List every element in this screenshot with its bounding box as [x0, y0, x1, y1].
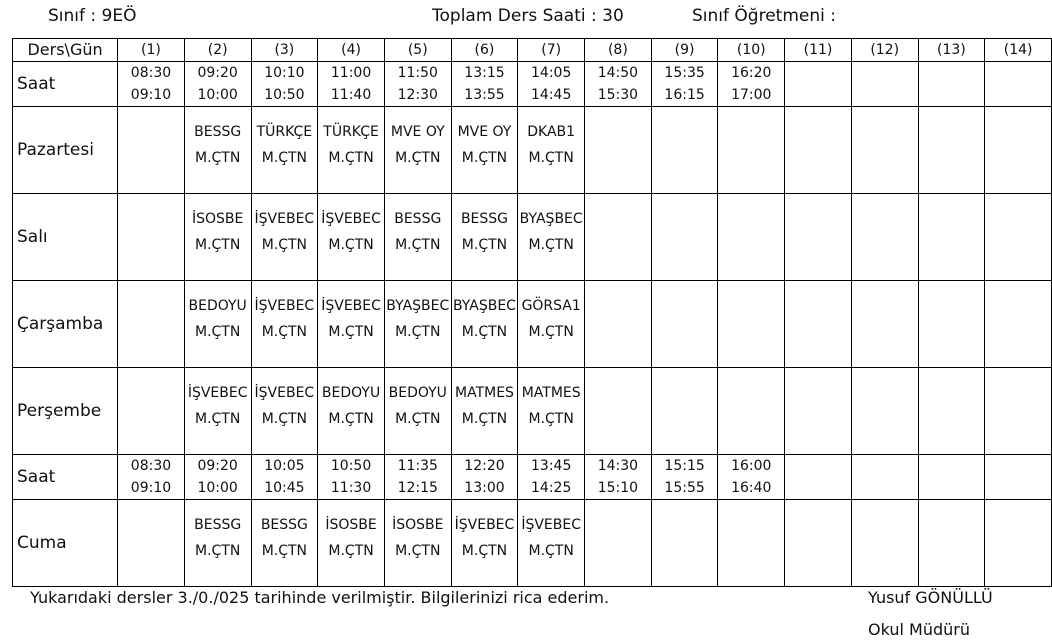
lesson-cell [651, 107, 718, 194]
teacher-code: M.ÇTN [328, 237, 374, 253]
teacher-code: M.ÇTN [261, 237, 308, 253]
lesson-cell [318, 107, 385, 194]
lesson-cell [851, 194, 918, 281]
lesson-cell [918, 281, 985, 368]
course-code: BESSG [194, 517, 242, 533]
teacher-code: M.ÇTN [328, 324, 374, 340]
start-time: 09:20 [197, 458, 238, 474]
lesson-cell [184, 500, 251, 587]
start-time: 09:20 [197, 65, 238, 81]
lesson-cell [518, 107, 585, 194]
teacher-code: M.ÇTN [395, 150, 441, 166]
course-code: İŞVEBEC [187, 385, 248, 401]
day-label: Çarşamba [13, 281, 118, 368]
teacher-code: M.ÇTN [528, 237, 574, 253]
lesson-cell [384, 194, 451, 281]
period-number: (14) [985, 39, 1052, 62]
time-cell [785, 455, 852, 500]
period-header-row [13, 39, 1052, 62]
start-time: 10:50 [330, 458, 372, 474]
day-row [13, 194, 1052, 281]
course-code: İŞVEBEC [454, 517, 515, 533]
time-cell [318, 455, 385, 500]
lesson-cell [451, 194, 518, 281]
lesson-cell [785, 368, 852, 455]
lesson-cell [118, 368, 185, 455]
lesson-cell [184, 194, 251, 281]
end-time: 13:55 [464, 87, 505, 103]
time-cell [118, 455, 185, 500]
lesson-cell [318, 500, 385, 587]
course-code: İSOSBE [325, 517, 377, 533]
teacher-code: M.ÇTN [461, 237, 508, 253]
end-time: 09:10 [130, 480, 172, 496]
lesson-cell [651, 500, 718, 587]
lesson-cell [451, 500, 518, 587]
lesson-cell [585, 281, 652, 368]
lesson-cell [718, 368, 785, 455]
time-cell [384, 455, 451, 500]
class-label: Sınıf : 9EÖ [48, 6, 137, 26]
lesson-cell [785, 500, 852, 587]
time-cell [718, 62, 785, 107]
end-time: 15:10 [597, 480, 639, 496]
course-code: İŞVEBEC [521, 517, 582, 533]
period-number: (8) [585, 39, 652, 62]
start-time: 10:10 [264, 65, 305, 81]
time-cell [251, 62, 318, 107]
period-number: (11) [785, 39, 852, 62]
lesson-cell [918, 194, 985, 281]
lesson-cell [851, 107, 918, 194]
time-cell [985, 455, 1052, 500]
time-cell [318, 62, 385, 107]
end-time: 09:10 [130, 87, 172, 103]
start-time: 16:20 [731, 65, 772, 81]
time-cell [118, 62, 185, 107]
time-cell [451, 62, 518, 107]
time-cell [384, 62, 451, 107]
lesson-cell [184, 281, 251, 368]
period-number: (3) [251, 39, 318, 62]
time-cell [651, 62, 718, 107]
lesson-cell [718, 194, 785, 281]
start-time: 14:30 [597, 458, 639, 474]
lesson-cell [985, 281, 1052, 368]
teacher-code: M.ÇTN [528, 150, 574, 166]
day-row [13, 500, 1052, 587]
time-cell [184, 455, 251, 500]
teacher-code: M.ÇTN [194, 543, 241, 559]
teacher-code: M.ÇTN [461, 543, 508, 559]
course-code: TÜRKÇE [256, 124, 313, 140]
course-code: BESSG [260, 517, 308, 533]
lesson-cell [718, 281, 785, 368]
lesson-cell [918, 107, 985, 194]
lesson-cell [985, 500, 1052, 587]
period-number: (1) [118, 39, 185, 62]
period-number: (12) [851, 39, 918, 62]
course-code: BEDOYU [321, 385, 381, 401]
teacher-code: M.ÇTN [528, 411, 574, 427]
course-code: BESSG [194, 124, 242, 140]
lesson-cell [651, 368, 718, 455]
start-time: 11:00 [330, 65, 372, 81]
time-cell [785, 62, 852, 107]
teacher-code: M.ÇTN [395, 324, 441, 340]
teacher-code: M.ÇTN [328, 150, 374, 166]
teacher-code: M.ÇTN [528, 543, 574, 559]
lesson-cell [651, 281, 718, 368]
day-row [13, 107, 1052, 194]
lesson-cell [585, 368, 652, 455]
end-time: 12:30 [397, 87, 438, 103]
lesson-cell [585, 500, 652, 587]
principal-name: Yusuf GÖNÜLLÜ [868, 588, 993, 607]
teacher-code: M.ÇTN [528, 324, 574, 340]
lesson-cell [985, 368, 1052, 455]
lesson-cell [184, 107, 251, 194]
end-time: 12:15 [397, 480, 438, 496]
period-number: (5) [384, 39, 451, 62]
lesson-cell [251, 500, 318, 587]
lesson-cell [851, 500, 918, 587]
course-code: BEDOYU [388, 385, 447, 401]
teacher-code: M.ÇTN [194, 411, 241, 427]
start-time: 14:05 [531, 65, 572, 81]
lesson-cell [118, 281, 185, 368]
lesson-cell [851, 281, 918, 368]
time-cell [518, 455, 585, 500]
day-label: Perşembe [13, 368, 118, 455]
time-cell [451, 455, 518, 500]
course-code: MATMES [455, 385, 514, 401]
course-code: İŞVEBEC [254, 211, 315, 227]
lesson-cell [384, 368, 451, 455]
lesson-cell [318, 368, 385, 455]
day-label: Cuma [13, 500, 118, 587]
footer-note: Yukarıdaki dersler 3./0./025 tarihinde verilmiştir. Bilgilerinizi rica ederim. [30, 588, 610, 607]
teacher-code: M.ÇTN [328, 543, 374, 559]
teacher-code: M.ÇTN [461, 150, 508, 166]
start-time: 13:15 [464, 65, 505, 81]
end-time: 14:45 [531, 87, 572, 103]
lesson-cell [918, 368, 985, 455]
teacher-code: M.ÇTN [261, 543, 308, 559]
start-time: 08:30 [130, 458, 172, 474]
course-code: DKAB1 [527, 124, 576, 140]
teacher-code: M.ÇTN [395, 543, 441, 559]
course-code: İŞVEBEC [321, 211, 381, 227]
timetable [12, 38, 1052, 587]
lesson-cell [251, 194, 318, 281]
end-time: 15:30 [597, 87, 639, 103]
lesson-cell [251, 281, 318, 368]
teacher-code: M.ÇTN [194, 237, 241, 253]
lesson-cell [118, 194, 185, 281]
lesson-cell [384, 500, 451, 587]
course-code: BESSG [460, 211, 509, 227]
end-time: 13:00 [464, 480, 505, 496]
day-label: Salı [13, 194, 118, 281]
course-code: BEDOYU [188, 298, 247, 314]
day-row [13, 281, 1052, 368]
period-number: (4) [318, 39, 385, 62]
day-row [13, 368, 1052, 455]
course-code: MATMES [521, 385, 581, 401]
time-row [13, 62, 1052, 107]
lesson-cell [518, 281, 585, 368]
start-time: 11:35 [397, 458, 438, 474]
start-time: 13:45 [531, 458, 572, 474]
lesson-cell [118, 107, 185, 194]
end-time: 16:15 [664, 87, 705, 103]
lesson-cell [384, 281, 451, 368]
start-time: 16:00 [731, 458, 772, 474]
start-time: 15:35 [664, 65, 705, 81]
time-cell [985, 62, 1052, 107]
lesson-cell [651, 194, 718, 281]
lesson-cell [184, 368, 251, 455]
time-cell [851, 62, 918, 107]
time-cell [251, 455, 318, 500]
lesson-cell [585, 107, 652, 194]
teacher-code: M.ÇTN [194, 324, 241, 340]
lesson-cell [718, 500, 785, 587]
teacher-code: M.ÇTN [194, 150, 241, 166]
period-number: (7) [518, 39, 585, 62]
lesson-cell [451, 281, 518, 368]
course-code: İŞVEBEC [254, 298, 315, 314]
start-time: 10:05 [264, 458, 305, 474]
end-time: 16:40 [731, 480, 772, 496]
corner-label: Ders\Gün [13, 39, 118, 62]
lesson-cell [451, 107, 518, 194]
lesson-cell [251, 368, 318, 455]
lesson-cell [118, 500, 185, 587]
teacher-code: M.ÇTN [261, 411, 308, 427]
lesson-cell [851, 368, 918, 455]
period-number: (2) [184, 39, 251, 62]
course-code: İŞVEBEC [321, 298, 381, 314]
end-time: 10:45 [264, 480, 305, 496]
teacher-code: M.ÇTN [461, 411, 508, 427]
lesson-cell [785, 194, 852, 281]
time-cell [718, 455, 785, 500]
lesson-cell [985, 194, 1052, 281]
time-row-label: Saat [13, 62, 118, 107]
course-code: BYAŞBEC [519, 211, 583, 227]
time-row-label: Saat [13, 455, 118, 500]
teacher-code: M.ÇTN [395, 411, 441, 427]
lesson-cell [918, 500, 985, 587]
lesson-cell [451, 368, 518, 455]
time-row [13, 455, 1052, 500]
course-code: MVE OY [457, 124, 512, 140]
time-cell [585, 62, 652, 107]
day-label: Pazartesi [13, 107, 118, 194]
time-cell [184, 62, 251, 107]
teacher-code: M.ÇTN [328, 411, 374, 427]
start-time: 08:30 [130, 65, 172, 81]
lesson-cell [384, 107, 451, 194]
teacher-code: M.ÇTN [261, 150, 308, 166]
course-code: İSOSBE [392, 517, 444, 533]
course-code: MVE OY [390, 124, 445, 140]
time-cell [518, 62, 585, 107]
class-teacher-label: Sınıf Öğretmeni : [692, 6, 836, 26]
total-hours-label: Toplam Ders Saati : 30 [432, 6, 624, 26]
principal-title: Okul Müdürü [868, 620, 970, 639]
course-code: İŞVEBEC [254, 385, 315, 401]
start-time: 14:50 [597, 65, 639, 81]
time-cell [918, 62, 985, 107]
end-time: 10:50 [264, 87, 305, 103]
time-cell [585, 455, 652, 500]
start-time: 15:15 [664, 458, 705, 474]
course-code: GÖRSA1 [521, 298, 581, 314]
time-cell [918, 455, 985, 500]
start-time: 11:50 [397, 65, 438, 81]
end-time: 17:00 [731, 87, 772, 103]
lesson-cell [518, 368, 585, 455]
course-code: BYAŞBEC [386, 298, 450, 314]
course-code: BYAŞBEC [452, 298, 516, 314]
lesson-cell [251, 107, 318, 194]
period-number: (13) [918, 39, 985, 62]
course-code: İSOSBE [191, 211, 244, 227]
end-time: 10:00 [197, 480, 238, 496]
lesson-cell [518, 194, 585, 281]
period-number: (10) [718, 39, 785, 62]
lesson-cell [585, 194, 652, 281]
course-code: TÜRKÇE [323, 124, 379, 140]
teacher-code: M.ÇTN [461, 324, 508, 340]
start-time: 12:20 [464, 458, 505, 474]
time-cell [651, 455, 718, 500]
lesson-cell [518, 500, 585, 587]
end-time: 11:40 [330, 87, 372, 103]
end-time: 15:55 [664, 480, 705, 496]
lesson-cell [318, 281, 385, 368]
end-time: 11:30 [330, 480, 372, 496]
time-cell [851, 455, 918, 500]
teacher-code: M.ÇTN [395, 237, 441, 253]
lesson-cell [718, 107, 785, 194]
lesson-cell [985, 107, 1052, 194]
period-number: (6) [451, 39, 518, 62]
course-code: BESSG [394, 211, 442, 227]
end-time: 14:25 [531, 480, 572, 496]
period-number: (9) [651, 39, 718, 62]
lesson-cell [318, 194, 385, 281]
end-time: 10:00 [197, 87, 238, 103]
teacher-code: M.ÇTN [261, 324, 308, 340]
lesson-cell [785, 281, 852, 368]
lesson-cell [785, 107, 852, 194]
